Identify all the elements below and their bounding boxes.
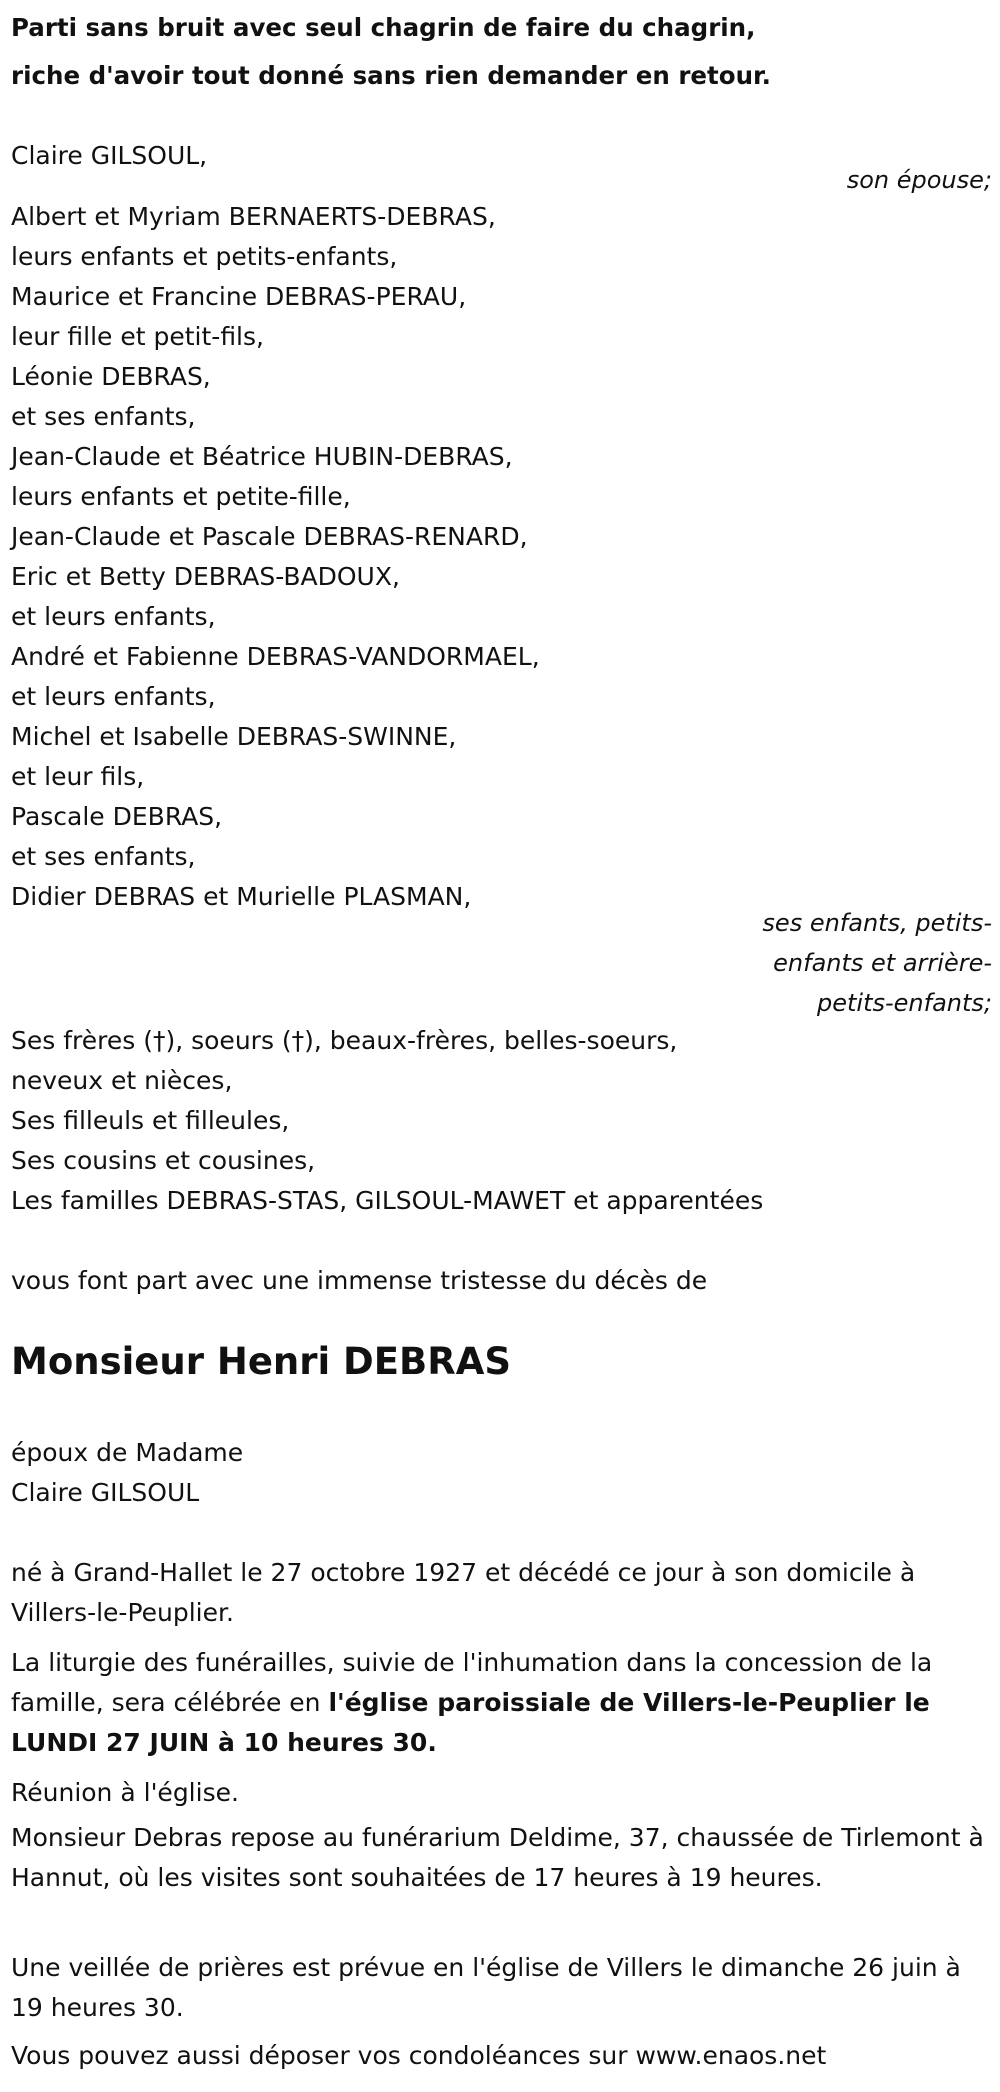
list-item: leurs enfants et petits-enfants, [11,242,398,271]
children-role-line: ses enfants, petits- [762,909,992,937]
list-item: Didier DEBRAS et Murielle PLASMAN, [11,882,472,911]
announcement [11,1261,994,1301]
funeral-paragraph [11,1643,991,1763]
list-item: Albert et Myriam BERNAERTS-DEBRAS, [11,202,496,231]
children-role-line: enfants et arrière- [773,949,992,977]
spouse-of-line: Claire GILSOUL [11,1478,200,1507]
list-item: et leurs enfants, [11,682,216,711]
list-item: neveux et nièces, [11,1066,233,1095]
list-item: et ses enfants, [11,842,196,871]
list-item: Les familles DEBRAS-STAS, GILSOUL-MAWET et apparentées [11,1186,764,1215]
spouse-of-line: époux de Madame [11,1438,244,1467]
list-item: Ses filleuls et filleules, [11,1106,290,1135]
birth-death: né à Grand-Hallet le 27 octobre 1927 et décédé ce jour à son domicile à Villers-le-Peuplier. [11,1558,916,1627]
list-item: et ses enfants, [11,402,196,431]
list-item: Michel et Isabelle DEBRAS-SWINNE, [11,722,457,751]
spouse-of [11,1433,994,1513]
family-list [11,1021,994,1221]
list-item: leur fille et petit-fils, [11,322,264,351]
epigraph-line: Parti sans bruit avec seul chagrin de faire du chagrin, [11,13,756,42]
list-item: Eric et Betty DEBRAS-BADOUX, [11,562,400,591]
list-item: Jean-Claude et Pascale DEBRAS-RENARD, [11,522,528,551]
spouse-name: Claire GILSOUL, [11,141,208,170]
list-item: Maurice et Francine DEBRAS-PERAU, [11,282,467,311]
vigil-paragraph: Une veillée de prières est prévue en l'église de Villers le dimanche 26 juin à 19 heures 30. [11,1953,961,2022]
funeral-text: La liturgie des funérailles, suivie de l'inhumation dans la concession de la famille, sera célébrée en [11,1648,933,1717]
deceased-name: Monsieur Henri DEBRAS [11,1340,512,1383]
list-item: et leurs enfants, [11,602,216,631]
epigraph [11,4,771,100]
list-item: Ses cousins et cousines, [11,1146,316,1175]
list-item: André et Fabienne DEBRAS-VANDORMAEL, [11,642,540,671]
meeting: Réunion à l'église. [11,1778,239,1807]
epigraph-line: riche d'avoir tout donné sans rien demander en retour. [11,61,771,90]
list-item: leurs enfants et petite-fille, [11,482,351,511]
list-item: Ses frères (†), soeurs (†), beaux-frères, belles-soeurs, [11,1026,678,1055]
spouse-role: son épouse; [846,166,992,194]
repose-paragraph: Monsieur Debras repose au funérarium Deldime, 37, chaussée de Tirlemont à Hannut, où les visites sont souhaitées de 17 heures à 19 heures. [11,1823,984,1892]
announcement-text: vous font part avec une immense tristesse du décès de [11,1266,708,1295]
children-role-line: petits-enfants; [817,989,992,1017]
children-role [762,903,992,1023]
list-item: Léonie DEBRAS, [11,362,211,391]
list-item: Pascale DEBRAS, [11,802,223,831]
list-item: Jean-Claude et Béatrice HUBIN-DEBRAS, [11,442,513,471]
list-item: et leur fils, [11,762,145,791]
funeral-details: l'église paroissiale de Villers-le-Peuplier le LUNDI 27 JUIN à 10 heures 30. [11,1688,930,1757]
children-list [11,197,994,917]
condolences: Vous pouvez aussi déposer vos condoléances sur www.enaos.net [11,2041,827,2070]
